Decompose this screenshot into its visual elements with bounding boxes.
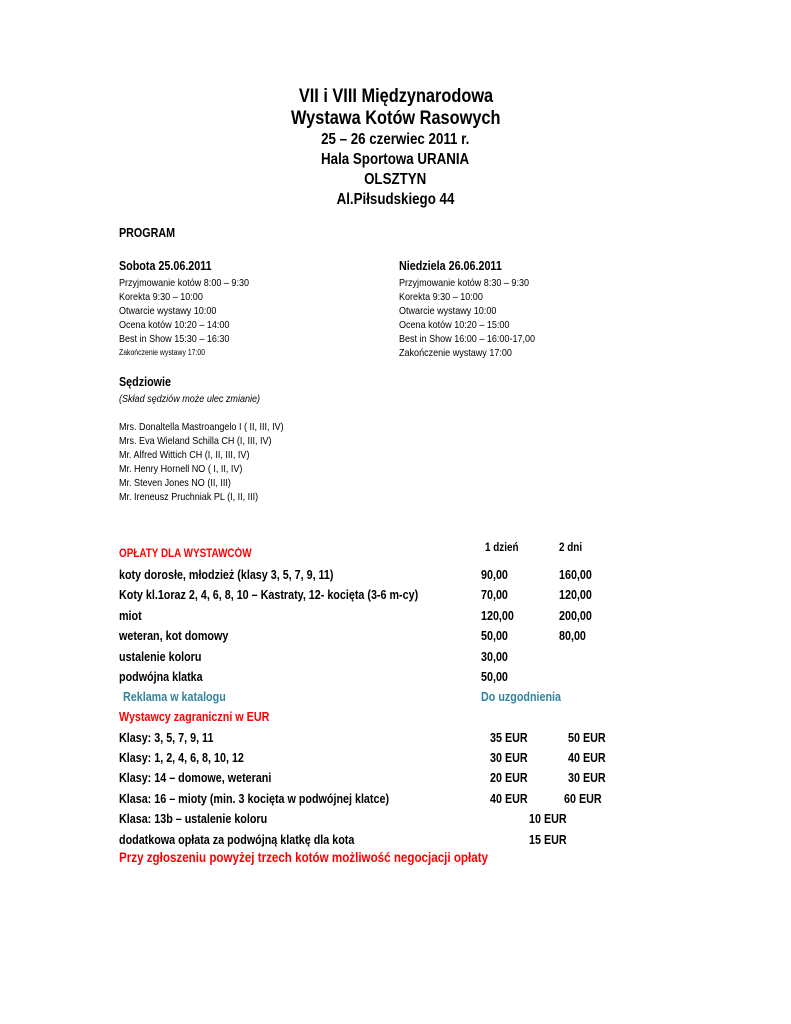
single-fee-value: 15 EUR: [529, 833, 567, 847]
event-address: Al.Piłsudskiego 44: [336, 191, 455, 208]
column-header-two-days: 2 dni: [559, 542, 583, 554]
fees-heading: OPŁATY DLA WYSTAWCÓW: [119, 548, 252, 560]
sunday-schedule: [399, 259, 557, 360]
fee-row: weteran, kot domowy: [119, 629, 229, 643]
judge-item: Mr. Ireneusz Pruchniak PL (I, II, III): [119, 491, 259, 503]
foreign-fee-one-day: 30 EUR: [490, 751, 528, 765]
column-header-one-day: 1 dzień: [485, 542, 519, 554]
saturday-schedule: [119, 259, 270, 360]
schedule-item: Przyjmowanie kotów 8:00 – 9:30: [119, 277, 250, 289]
fee-value-one-day: 50,00: [481, 629, 508, 643]
event-title-line1: VII i VIII Międzynarodowa: [298, 86, 493, 107]
schedule-item: Best in Show 16:00 – 16:00-17,00: [399, 333, 536, 345]
single-fee-row: dodatkowa opłata za podwójną klatkę dla kota: [119, 833, 355, 847]
negotiation-note: Przy zgłoszeniu powyżej trzech kotów możliwość negocjacji opłaty: [119, 850, 489, 865]
fee-value-two-days: 80,00: [559, 629, 586, 643]
schedule-item: Korekta 9:30 – 10:00: [119, 291, 203, 303]
fee-value-one-day: 50,00: [481, 670, 508, 684]
schedule-item: Korekta 9:30 – 10:00: [399, 291, 483, 303]
foreign-fee-one-day: 20 EUR: [490, 771, 528, 785]
judges-section: [119, 375, 310, 504]
judge-item: Mr. Alfred Wittich CH (I, II, III, IV): [119, 449, 250, 461]
schedule-item: Zakończenie wystawy 17:00: [399, 347, 512, 359]
foreign-fee-two-days: 50 EUR: [568, 731, 606, 745]
fee-row: miot: [119, 609, 142, 623]
catalog-ad-label: Reklama w katalogu: [123, 690, 226, 704]
fee-value-one-day: 30,00: [481, 650, 508, 664]
fee-row: ustalenie koloru: [119, 650, 202, 664]
fee-value-two-days: 200,00: [559, 609, 592, 623]
foreign-fee-one-day: 40 EUR: [490, 792, 528, 806]
foreign-fee-row: Klasy: 14 – domowe, weterani: [119, 771, 272, 785]
schedule-item: Ocena kotów 10:20 – 14:00: [119, 319, 230, 331]
event-title-line2: Wystawa Kotów Rasowych: [290, 108, 501, 129]
sunday-title: Niedziela 26.06.2011: [399, 259, 502, 273]
fee-row: podwójna klatka: [119, 670, 203, 684]
fee-row: koty dorosłe, młodzież (klasy 3, 5, 7, 9, 11): [119, 568, 334, 582]
saturday-title: Sobota 25.06.2011: [119, 259, 212, 273]
event-city: OLSZTYN: [364, 171, 427, 188]
single-fee-row: Klasa: 13b – ustalenie koloru: [119, 812, 268, 826]
event-header: [0, 86, 791, 210]
fee-value-one-day: 70,00: [481, 588, 508, 602]
schedule-item: Przyjmowanie kotów 8:30 – 9:30: [399, 277, 530, 289]
foreign-fee-two-days: 30 EUR: [568, 771, 606, 785]
catalog-ad-value: Do uzgodnienia: [481, 690, 562, 704]
judge-item: Mr. Henry Hornell NO ( I, II, IV): [119, 463, 243, 475]
event-venue: Hala Sportowa URANIA: [321, 151, 470, 168]
single-fee-value: 10 EUR: [529, 812, 567, 826]
foreign-fee-row: Klasy: 3, 5, 7, 9, 11: [119, 731, 214, 745]
program-heading: PROGRAM: [119, 226, 176, 240]
fee-value-two-days: 160,00: [559, 568, 592, 582]
fee-value-one-day: 120,00: [481, 609, 514, 623]
judges-note: (Skład sędziów może ulec zmianie): [119, 393, 261, 405]
judge-item: Mr. Steven Jones NO (II, III): [119, 477, 231, 489]
foreign-fee-row: Klasa: 16 – mioty (min. 3 kocięta w podwójnej klatce): [119, 792, 390, 806]
judge-item: Mrs. Eva Wieland Schilla CH (I, III, IV): [119, 435, 272, 447]
schedule-item: Zakończenie wystawy 17:00: [119, 348, 206, 357]
fee-value-two-days: 120,00: [559, 588, 592, 602]
foreign-fee-two-days: 40 EUR: [568, 751, 606, 765]
schedule-item: Otwarcie wystawy 10:00: [119, 305, 217, 317]
judge-item: Mrs. Donaltella Mastroangelo I ( II, III, IV): [119, 421, 284, 433]
schedule-item: Best in Show 15:30 – 16:30: [119, 333, 230, 345]
foreign-fee-two-days: 60 EUR: [564, 792, 602, 806]
foreign-exhibitors-heading: Wystawcy zagraniczni w EUR: [119, 710, 270, 724]
schedule-item: Otwarcie wystawy 10:00: [399, 305, 497, 317]
event-date: 25 – 26 czerwiec 2011 r.: [321, 131, 470, 148]
fee-value-one-day: 90,00: [481, 568, 508, 582]
foreign-fee-row: Klasy: 1, 2, 4, 6, 8, 10, 12: [119, 751, 244, 765]
fee-row: Koty kl.1oraz 2, 4, 6, 8, 10 – Kastraty, 12- kocięta (3-6 m-cy): [119, 588, 419, 602]
schedule-item: Ocena kotów 10:20 – 15:00: [399, 319, 510, 331]
foreign-fee-one-day: 35 EUR: [490, 731, 528, 745]
judges-heading: Sędziowie: [119, 375, 171, 389]
